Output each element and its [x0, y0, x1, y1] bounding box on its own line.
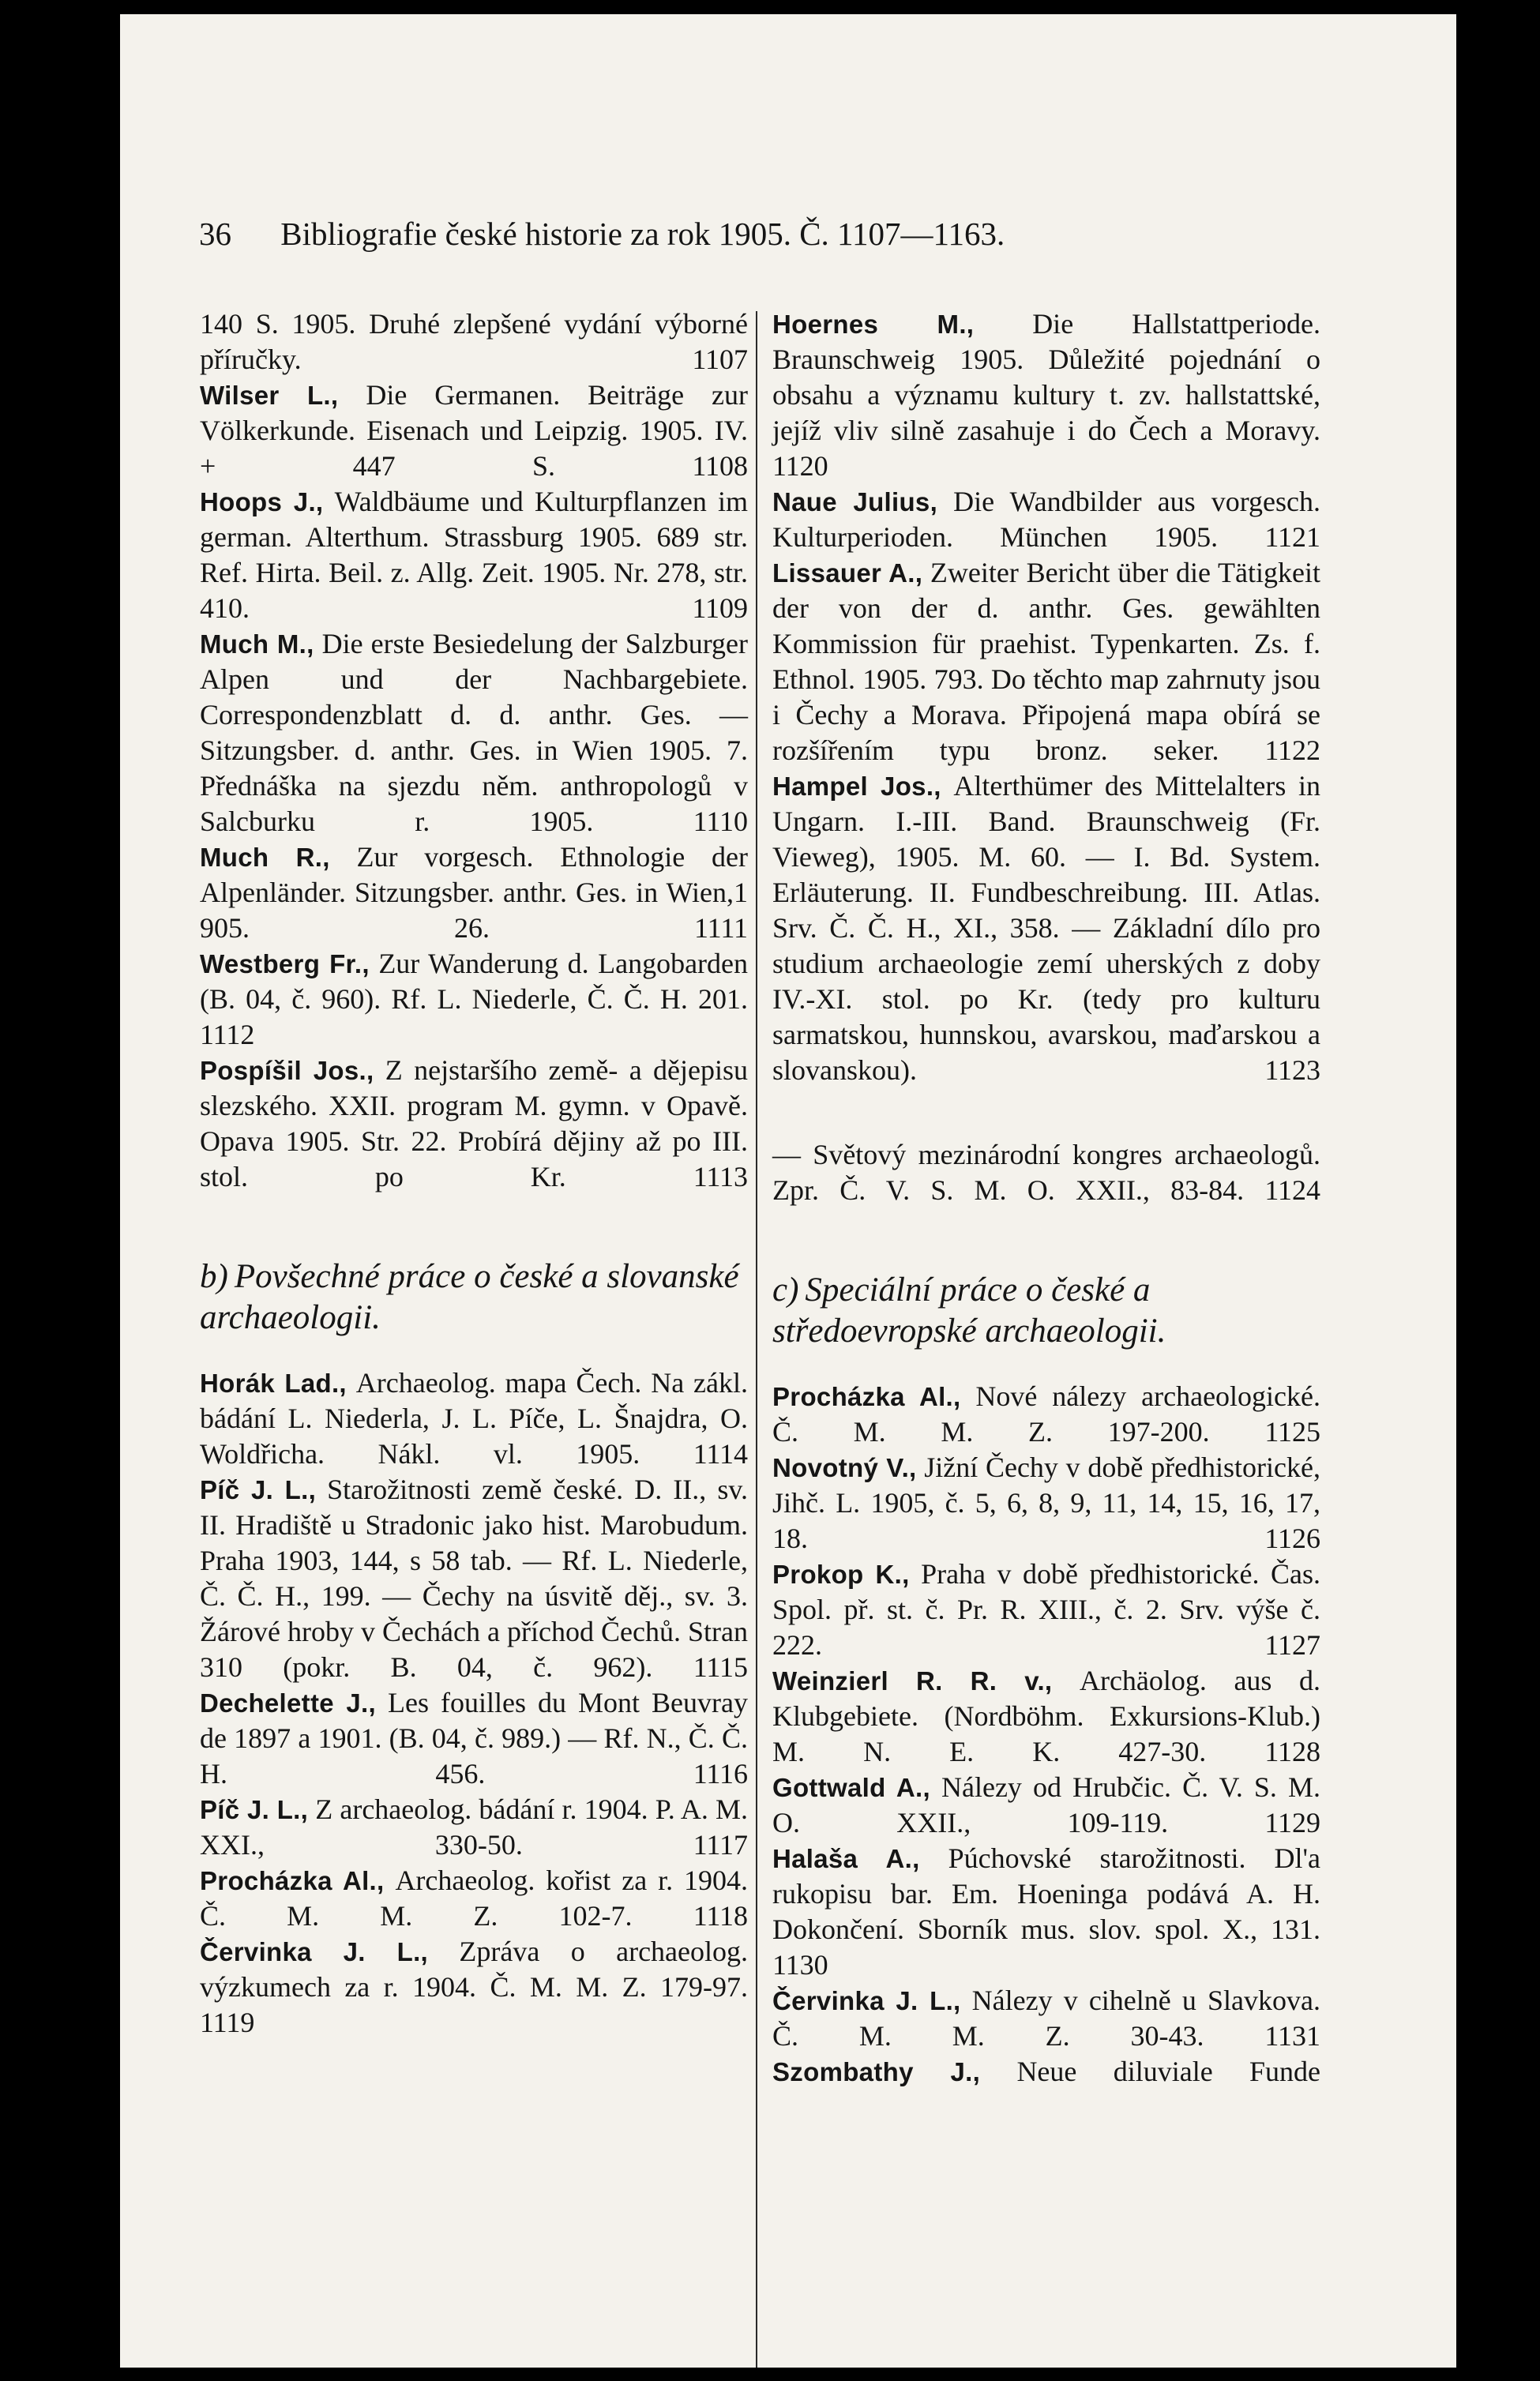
entry-text: Zur vorgesch. Ethnologie der Alpenländer. Sitzungsber. anthr. Ges. in Wien,1 905. 26. [200, 841, 748, 944]
entry-text: Archaeolog. kořist za r. 1904. Č. M. M. Z. 102-7. [200, 1865, 749, 1932]
entry-author: Procházka Al., [772, 1382, 961, 1411]
entry-number: 1122 [1264, 734, 1320, 766]
entry-1121 [772, 484, 1320, 555]
entry-number: 1116 [693, 1758, 749, 1790]
entry-1125 [772, 1379, 1320, 1450]
entry-1123 [772, 768, 1320, 1088]
entry-author: Much R., [200, 843, 330, 872]
entry-author: Hoernes M., [772, 310, 975, 339]
entry-number: 1118 [693, 1900, 749, 1932]
entry-1122 [772, 555, 1320, 768]
entry-text: Archäolog. aus d. Klubgebiete. (Nordböhm. Exkursions-Klub.) M. N. E. K. 427-30. [772, 1665, 1321, 1767]
entry-1117 [200, 1792, 748, 1863]
entry-author: Westberg Fr., [200, 949, 370, 978]
page-number: 36 [199, 216, 231, 252]
entry-number: 1131 [1264, 2020, 1321, 2052]
entry-text: Praha v době předhistorické. Čas. Spol. př. st. č. Pr. R. XIII., č. 2. Srv. výše č. 222. [772, 1558, 1320, 1661]
entry-1114 [200, 1365, 748, 1472]
entry-number: 1127 [1264, 1629, 1320, 1661]
section-heading-c [772, 1270, 1320, 1352]
left-entries-b [200, 1365, 748, 2041]
section-heading-b [200, 1256, 748, 1339]
entry-text: Zur Wanderung d. Langobarden (B. 04, č. 960). Rf. L. Niederle, Č. Č. H. 201. [200, 948, 749, 1015]
entry-number: 1108 [692, 450, 749, 482]
entry-number: 1129 [1264, 1807, 1320, 1838]
entry-number: 1114 [693, 1438, 749, 1470]
entry-1109 [200, 484, 748, 626]
entry-author: Hoops J., [200, 487, 324, 516]
entry-author: Píč J. L., [200, 1475, 317, 1504]
entry-number: 1125 [1264, 1416, 1321, 1448]
left-column [200, 306, 748, 2041]
entry-1119 [200, 1934, 748, 2041]
entry-number: 1111 [694, 912, 748, 944]
entry-1108 [200, 377, 748, 484]
entry-number: 1121 [1264, 521, 1320, 553]
entry-author: Weinzierl R. R. v., [772, 1666, 1053, 1696]
spacer [772, 1088, 1320, 1137]
entry-author: Halaša A., [772, 1844, 920, 1873]
entry-author: Horák Lad., [200, 1369, 347, 1398]
entry-text: Zweiter Bericht über die Tätigkeit der von der d. anthr. Ges. gewählten Kommission für praehist. Typenkarten. Zs. f. Ethnol. 1905. 793. Do těchto map zahrnuty jsou i Čechy a Morava. Připojená mapa obírá se rozšířením typu bronz. seker. [772, 557, 1320, 766]
entry-1115 [200, 1472, 748, 1685]
entry-1111 [200, 839, 748, 946]
entry-author: Prokop K., [772, 1560, 910, 1589]
entry-number: 1126 [1264, 1523, 1320, 1554]
entry-number: 1123 [1264, 1054, 1320, 1086]
entry-1128 [772, 1663, 1320, 1770]
entry-author: Píč J. L., [200, 1795, 309, 1824]
entry-1112 [200, 946, 748, 1053]
entry-author: Procházka Al., [200, 1866, 385, 1895]
entry-number: 1110 [693, 806, 748, 837]
entry-1116 [200, 1685, 748, 1792]
entry-number: 1119 [200, 2007, 255, 2038]
entry-author: Dechelette J., [200, 1688, 376, 1718]
entry-1107 [200, 306, 748, 377]
entry-text: Waldbäume und Kulturpflanzen im german. Alterthum. Strassburg 1905. 689 str. Ref. Hirta. Beil. z. Allg. Zeit. 1905. Nr. 278, str. 410. [200, 486, 749, 624]
entry-text: Zpráva o archaeolog. výzkumech za r. 1904. Č. M. M. Z. 179-97. [200, 1936, 749, 2003]
entry-text: Starožitnosti země české. D. II., sv. II. Hradiště u Stradonic jako hist. Marobudum. Praha 1903, 144, s 58 tab. — Rf. L. Niederle, Č. Č. H., 199. — Čechy na úsvitě děj., sv. 3. Žárové hroby v Čechách a příchod Čechů. Stran 310 (pokr. B. 04, č. 962). [200, 1474, 749, 1683]
entry-1129 [772, 1770, 1320, 1841]
entry-1113 [200, 1053, 748, 1195]
entry-1130 [772, 1841, 1320, 1983]
entry-author: Naue Julius, [772, 487, 938, 516]
entry-text: Púchovské starožitnosti. Dl'a rukopisu bar. Em. Hoeninga podává A. H. Dokončení. Sborník mus. slov. spol. X., 131. [772, 1842, 1321, 1945]
entry-1127 [772, 1557, 1320, 1663]
entry-text: Archaeolog. mapa Čech. Na zákl. bádání L. Niederla, J. L. Píče, L. Šnajdra, O. Woldřicha. Nákl. vl. 1905. [200, 1367, 749, 1470]
entry-author: Novotný V., [772, 1453, 917, 1482]
entry-text: Nálezy od Hrubčic. Č. V. S. M. O. XXII., 109-119. [772, 1771, 1320, 1838]
entry-author: Wilser L., [200, 381, 339, 410]
page-header [199, 215, 1456, 253]
entry-text: 140 S. 1905. Druhé zlepšené vydání výborné příručky. [200, 308, 748, 375]
entry-number: 1124 [1264, 1174, 1320, 1206]
entry-number: 1117 [693, 1829, 748, 1861]
entry-number: 1115 [693, 1651, 749, 1683]
section-letter: c) [772, 1271, 799, 1309]
entry-author: Červinka J. L., [200, 1937, 429, 1966]
entry-1118 [200, 1863, 748, 1934]
entry-author: Červinka J. L., [772, 1986, 961, 2015]
entry-text: Die Hallstattperiode. Braunschweig 1905. Důležité pojednání o obsahu a významu kultury t. zv. hallstattské, jejíž vliv silně zasahuje i do Čech a Moravy. [772, 308, 1321, 446]
left-entries-a [200, 306, 748, 1195]
entry-text: Die Wandbilder aus vorgesch. Kulturperioden. München 1905. [772, 486, 1321, 553]
entry-author: Hampel Jos., [772, 772, 941, 801]
entry-author: Pospíšil Jos., [200, 1056, 374, 1085]
entry-1132-partial [772, 2054, 1320, 2090]
running-title: Bibliografie české historie za rok 1905. Č. 1107—1163. [280, 216, 1005, 252]
entry-author: Much M., [200, 629, 314, 659]
entry-number: 1107 [692, 344, 748, 375]
book-page [120, 14, 1456, 2368]
entry-1126 [772, 1450, 1320, 1557]
entry-text: Nálezy v cihelně u Slavkova. Č. M. M. Z. 30-43. [772, 1985, 1320, 2052]
entry-number: 1120 [772, 450, 828, 482]
column-divider [756, 311, 757, 2368]
entry-number: 1113 [693, 1161, 749, 1192]
right-column [772, 306, 1320, 2090]
entry-text: Nové nálezy archaeologické. Č. M. M. Z. 197-200. [772, 1380, 1321, 1448]
section-title: Speciální práce o české a středoevropské archaeologii. [772, 1271, 1166, 1350]
entry-number: 1112 [200, 1019, 255, 1050]
entry-number: 1128 [1264, 1736, 1321, 1767]
entry-text: Les fouilles du Mont Beuvray de 1897 a 1901. (B. 04, č. 989.) — Rf. N., Č. Č. H. 456. [200, 1687, 748, 1790]
entry-number: 1109 [692, 592, 748, 624]
entry-number: 1130 [772, 1949, 828, 1981]
entry-author: Gottwald A., [772, 1773, 930, 1802]
entry-text: Z archaeolog. bádání r. 1904. P. A. M. XXI., 330-50. [200, 1793, 748, 1861]
entry-text: Z nejstaršího země- a dějepisu slezského. XXII. program M. gymn. v Opavě. Opava 1905. Str. 22. Probírá dějiny až po III. stol. po Kr. [200, 1054, 748, 1192]
section-letter: b) [200, 1258, 228, 1295]
entry-text: Alterthümer des Mittelalters in Ungarn. I.-III. Band. Braunschweig (Fr. Vieweg), 1905. M. 60. — I. Bd. System. Erläuterung. II. Fundbeschreibung. III. Atlas. Srv. Č. Č. H., XI., 358. — Základní dílo pro studium archaeologie zemí uherských z doby IV.-XI. stol. po Kr. (tedy pro kulturu sarmatskou, hunnskou, avarskou, maďarskou a slovanskou). [772, 770, 1320, 1086]
entry-1120 [772, 306, 1320, 484]
entry-text: Die erste Besiedelung der Salzburger Alpen und der Nachbargebiete. Correspondenzblatt d. d. anthr. Ges. — Sitzungsber. d. anthr. Ges. in Wien 1905. 7. Přednáška na sjezdu něm. anthropologů v Salcburku r. 1905. [200, 628, 748, 837]
entry-author: Szombathy J., [772, 2057, 981, 2086]
entry-1110 [200, 626, 748, 839]
entry-text: Die Germanen. Beiträge zur Völkerkunde. Eisenach und Leipzig. 1905. IV. + 447 S. [200, 379, 749, 482]
entry-1124 [772, 1137, 1320, 1208]
right-entries-c [772, 1379, 1320, 2090]
right-entries-a [772, 306, 1320, 1208]
entry-text: Neue diluviale Funde [1016, 2056, 1321, 2087]
section-title: Povšechné práce o české a slovanské archaeologii. [200, 1258, 739, 1336]
entry-text: Jižní Čechy v době předhistorické, Jihč. L. 1905, č. 5, 6, 8, 9, 11, 14, 15, 16, 17, 18. [772, 1452, 1321, 1554]
entry-text: — Světový mezinárodní kongres archaeologů. Zpr. Č. V. S. M. O. XXII., 83-84. [772, 1139, 1320, 1206]
entry-author: Lissauer A., [772, 558, 923, 588]
entry-1131 [772, 1983, 1320, 2054]
